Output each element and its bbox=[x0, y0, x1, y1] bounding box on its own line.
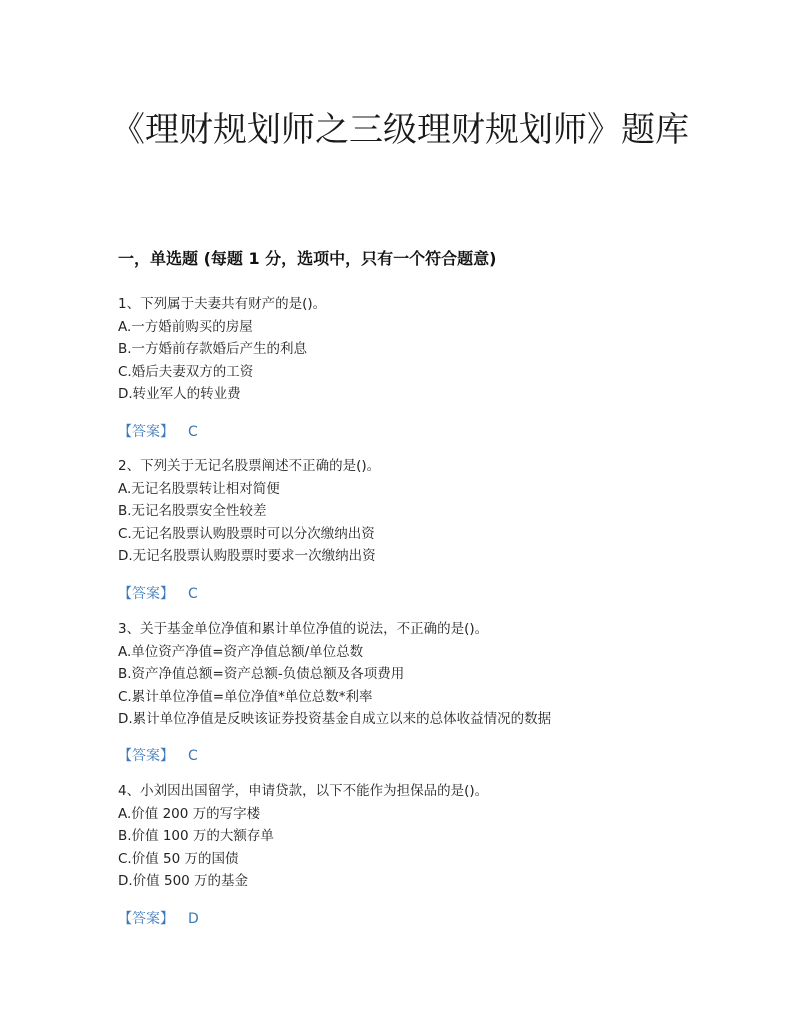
question-3 bbox=[118, 618, 718, 731]
option-a: A.一方婚前购买的房屋 bbox=[118, 318, 253, 335]
option-c: C.婚后夫妻双方的工资 bbox=[118, 363, 254, 380]
answer-value: C bbox=[188, 586, 198, 602]
answer-1 bbox=[118, 421, 198, 441]
option-c: C.无记名股票认购股票时可以分次缴纳出资 bbox=[118, 525, 375, 542]
option-a: A.价值 200 万的写字楼 bbox=[118, 805, 261, 822]
answer-label: 【答案】 bbox=[118, 586, 174, 602]
answer-3 bbox=[118, 745, 198, 765]
option-b: B.无记名股票安全性较差 bbox=[118, 503, 267, 519]
option-a: A.无记名股票转让相对简便 bbox=[118, 480, 280, 497]
question-stem: 2、下列关于无记名股票阐述不正确的是()。 bbox=[118, 458, 381, 474]
option-b: B.资产净值总额=资产总额-负债总额及各项费用 bbox=[118, 666, 405, 682]
answer-2 bbox=[118, 583, 198, 603]
document-title: 《理财规划师之三级理财规划师》题库 bbox=[111, 110, 689, 150]
question-2 bbox=[118, 455, 718, 568]
option-c: C.累计单位净值=单位净值*单位总数*利率 bbox=[118, 688, 373, 705]
option-b: B.一方婚前存款婚后产生的利息 bbox=[118, 341, 308, 357]
option-b: B.价值 100 万的大额存单 bbox=[118, 828, 274, 844]
answer-label: 【答案】 bbox=[118, 424, 174, 440]
option-a: A.单位资产净值=资产净值总额/单位总数 bbox=[118, 643, 364, 660]
question-stem: 3、关于基金单位净值和累计单位净值的说法，不正确的是()。 bbox=[118, 621, 489, 637]
option-c: C.价值 50 万的国债 bbox=[118, 850, 239, 867]
answer-4 bbox=[118, 908, 199, 928]
option-d: D.无记名股票认购股票时要求一次缴纳出资 bbox=[118, 548, 376, 564]
answer-label: 【答案】 bbox=[118, 911, 174, 927]
question-stem: 1、下列属于夫妻共有财产的是()。 bbox=[118, 296, 327, 312]
question-4 bbox=[118, 780, 718, 893]
option-d: D.累计单位净值是反映该证券投资基金自成立以来的总体收益情况的数据 bbox=[118, 711, 552, 727]
option-d: D.价值 500 万的基金 bbox=[118, 873, 249, 889]
question-stem: 4、小刘因出国留学，申请贷款，以下不能作为担保品的是()。 bbox=[118, 783, 489, 799]
question-1 bbox=[118, 293, 718, 406]
answer-label: 【答案】 bbox=[118, 748, 174, 764]
answer-value: C bbox=[188, 748, 198, 764]
answer-value: C bbox=[188, 424, 198, 440]
section-heading: 一，单选题 (每题 1 分，选项中，只有一个符合题意) bbox=[118, 249, 497, 268]
answer-value: D bbox=[188, 911, 199, 927]
option-d: D.转业军人的转业费 bbox=[118, 386, 241, 402]
